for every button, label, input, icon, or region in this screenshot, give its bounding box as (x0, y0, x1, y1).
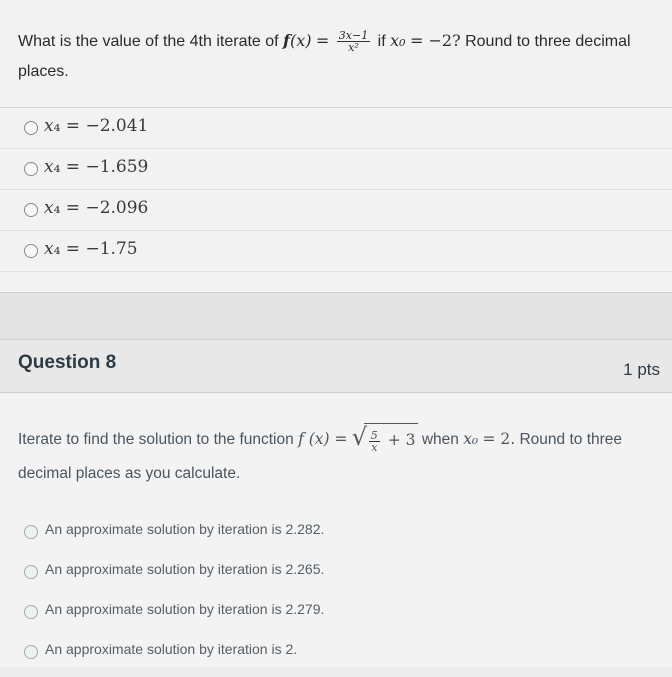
x0-symbol: x₀ (463, 430, 479, 449)
equals-sign: = (315, 31, 330, 50)
question-7-prompt (18, 26, 658, 87)
answer-label: An approximate solution by iteration is 2.265. (45, 561, 325, 577)
answer-option[interactable] (0, 557, 672, 597)
radical-sign: √ (351, 423, 368, 451)
radio-button[interactable] (24, 605, 38, 619)
answer-option[interactable] (0, 517, 672, 557)
fraction-denominator: x (371, 440, 378, 454)
question-spacer (0, 292, 672, 340)
square-root (352, 423, 418, 457)
fraction (337, 30, 370, 53)
f-symbol: f (283, 31, 290, 50)
answer-label: 𝑥₄ = −1.659 (44, 157, 149, 177)
function-expression: f (x) = (298, 430, 348, 449)
fraction (369, 430, 380, 453)
question-7 (0, 0, 672, 292)
question-title: Question 8 (18, 352, 117, 373)
when-text: when (421, 431, 459, 449)
answer-label: An approximate solution by iteration is 2.282. (45, 521, 325, 537)
answer-option[interactable] (0, 597, 672, 637)
fraction-numerator: 3x−1 (338, 29, 369, 43)
radio-button[interactable] (24, 565, 38, 579)
question-8-prompt (18, 423, 663, 490)
answer-label: An approximate solution by iteration is 2. (45, 641, 298, 657)
prompt-end-text: Round to three decimal places as you calculate. (18, 431, 623, 482)
question-8-header (0, 340, 672, 393)
answer-label: 𝑥₄ = −2.041 (44, 116, 149, 136)
radio-button[interactable] (24, 121, 38, 135)
answer-label: An approximate solution by iteration is 2.279. (45, 601, 325, 617)
radio-button[interactable] (24, 525, 38, 539)
plus-three: + 3 (382, 431, 416, 449)
radio-button[interactable] (24, 203, 38, 217)
prompt-text: Iterate to find the solution to the function (18, 431, 294, 449)
answer-option[interactable] (0, 190, 672, 231)
fraction-denominator: x² (348, 41, 359, 55)
answer-option[interactable] (0, 108, 672, 149)
prompt-end-text: Round to three decimal places. (18, 33, 631, 80)
points-label: 1 pts (623, 360, 660, 379)
answer-label: 𝑥₄ = −1.75 (44, 239, 138, 259)
answer-option[interactable] (0, 231, 672, 272)
function-f: f(x) (283, 31, 312, 50)
radio-button[interactable] (24, 645, 38, 659)
radio-button[interactable] (24, 162, 38, 176)
answer-option[interactable] (0, 637, 672, 677)
prompt-text: What is the value of the 4th iterate of (18, 33, 279, 50)
answer-option[interactable] (0, 149, 672, 190)
x0-value: = 2. (482, 430, 516, 449)
x-variable: x (296, 31, 306, 50)
question-8-body (0, 393, 672, 667)
if-text: if (377, 33, 386, 50)
answer-label: 𝑥₄ = −2.096 (44, 198, 149, 218)
x0-symbol: x₀ (390, 31, 406, 50)
radio-button[interactable] (24, 244, 38, 258)
fraction-numerator: 5 (370, 428, 378, 442)
x0-value: = −2? (410, 31, 461, 50)
